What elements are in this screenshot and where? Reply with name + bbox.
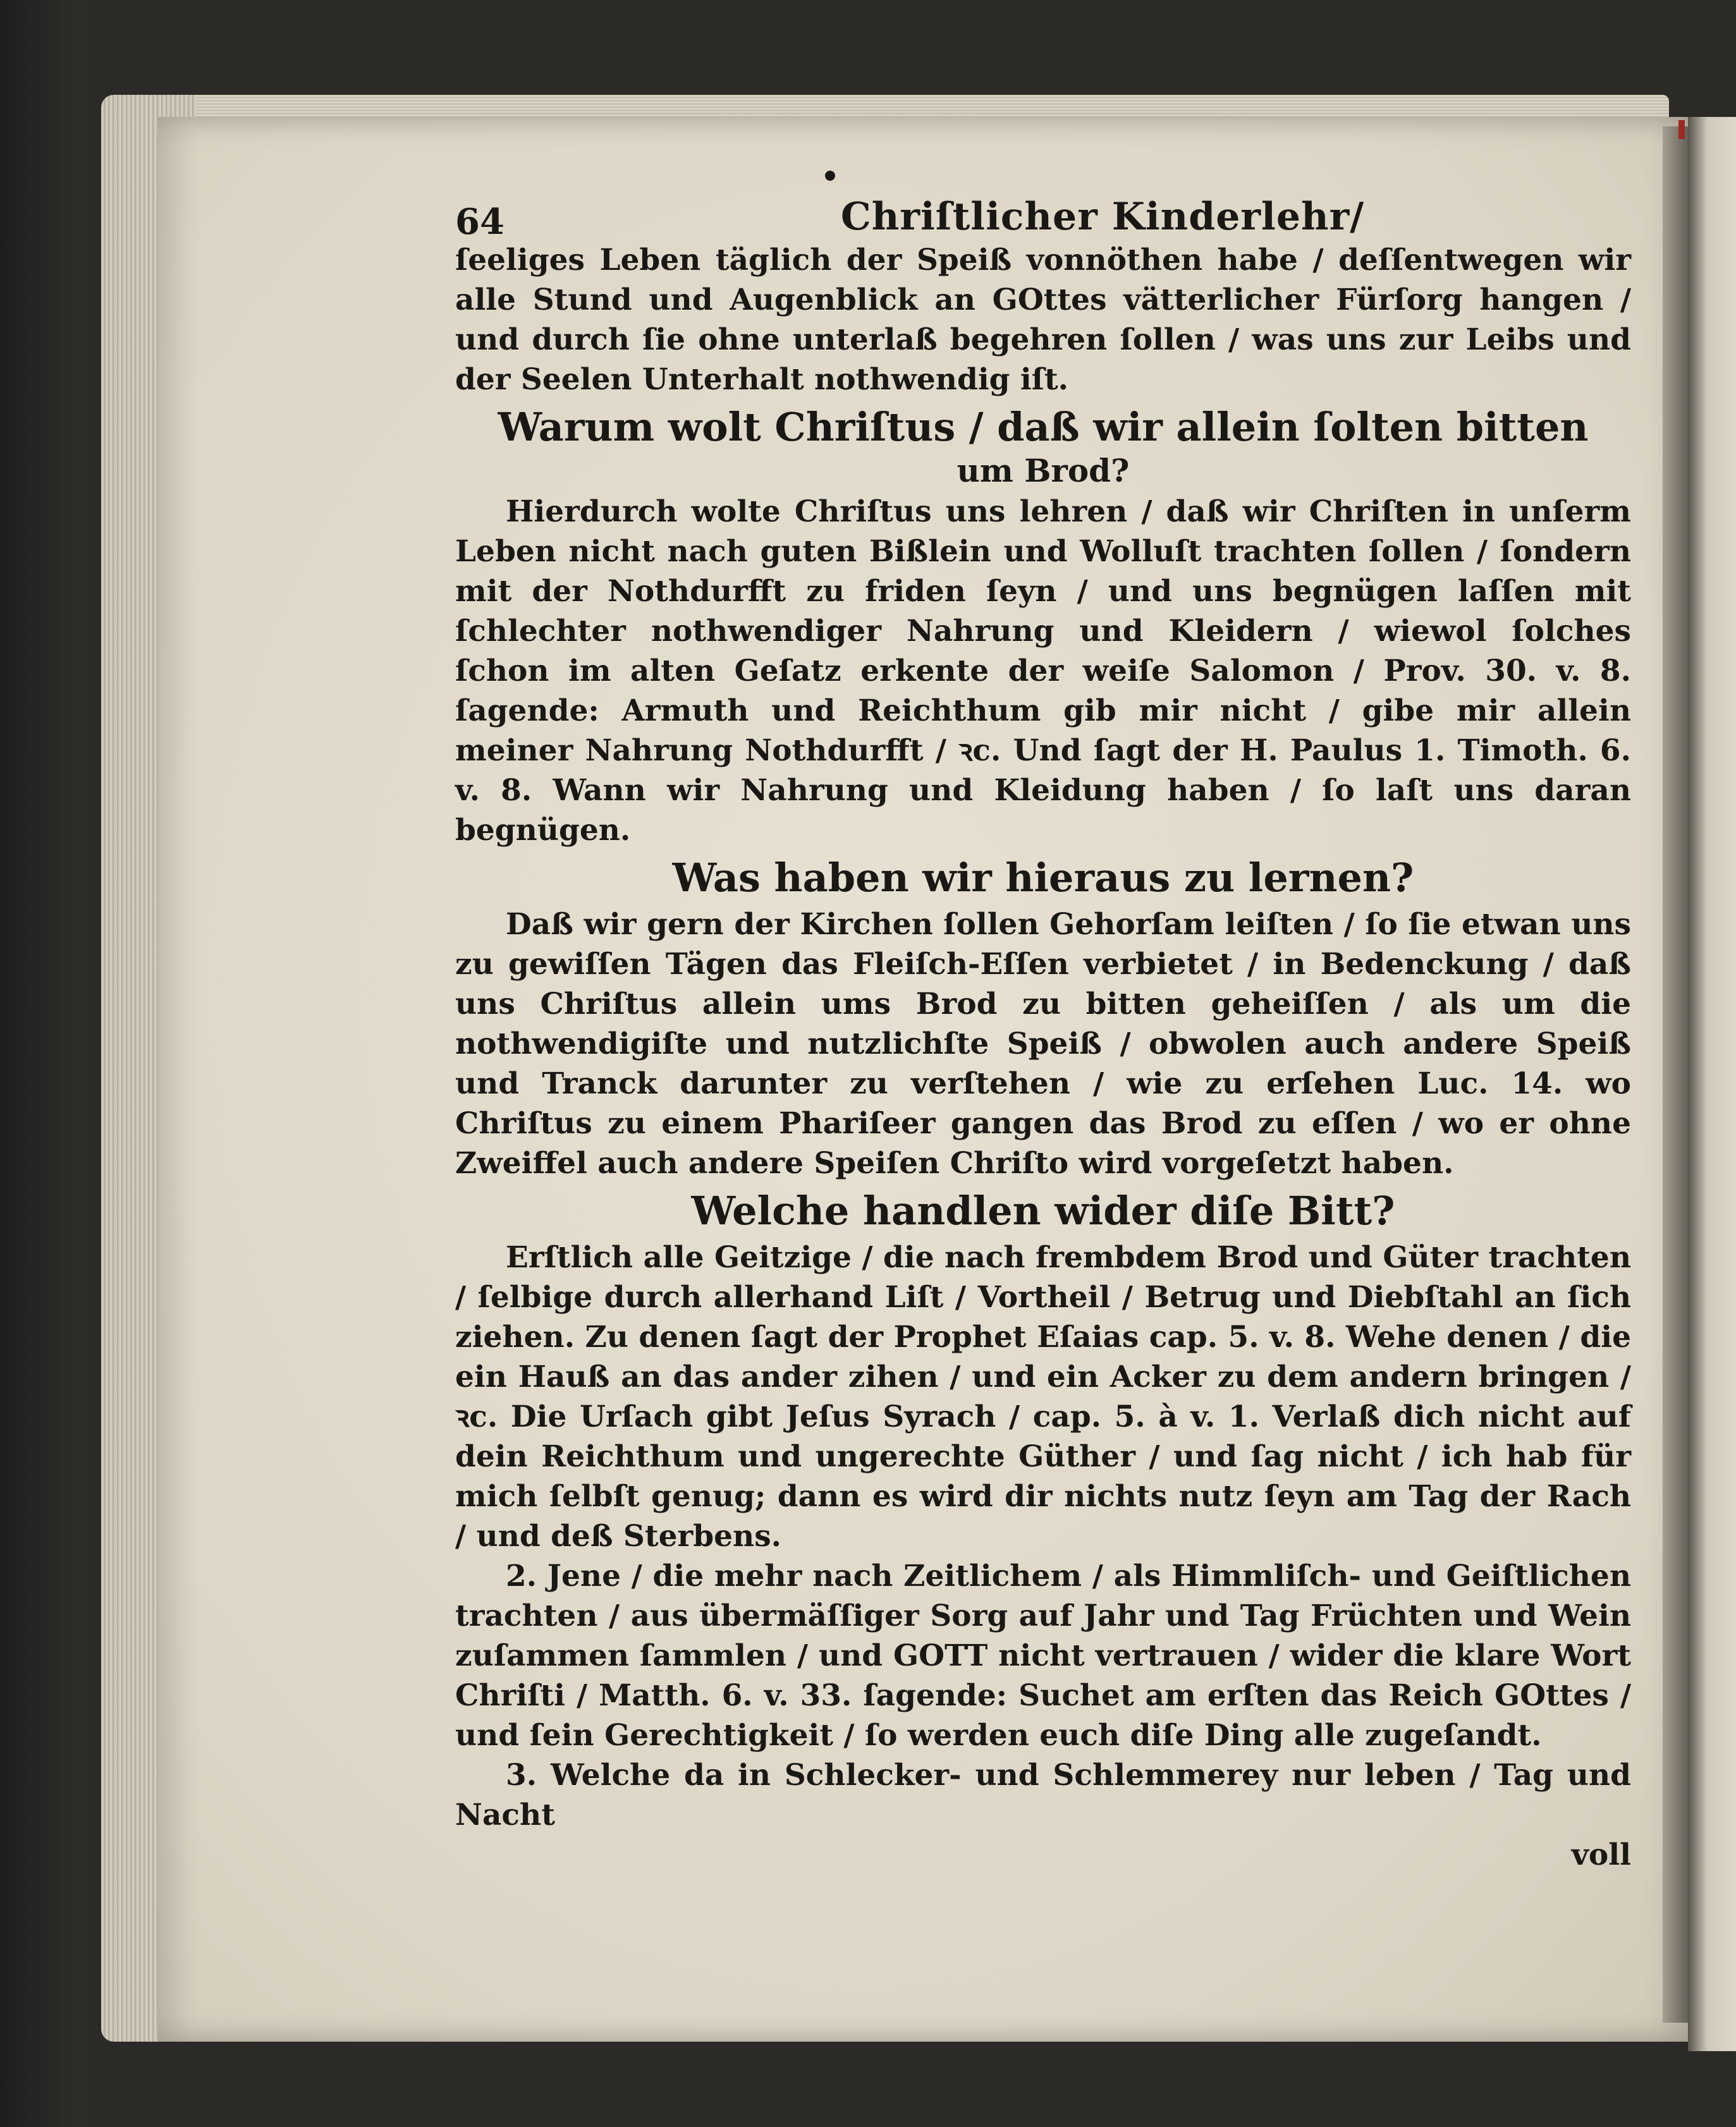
paragraph-1: ſeeliges Leben täglich der Speiß vonnöthen habe / deſſentwegen wir alle Stund und Augenblick an GOttes vätterlicher Fürſorg hangen / und durch ſie ohne unterlaß begehren ſollen / was uns zur Leibs und der Seelen Unterhalt nothwendig iſt. — [455, 243, 1631, 397]
answer-paragraph-4: 2. Jene / die mehr nach Zeitlichem / als Himmliſch- und Geiſtlichen trachten / aus übermäſſiger Sorg auf Jahr und Tag Früchten und Wein zuſammen ſammlen / und GOTT nicht vertrauen / wider die klare Wort Chriſti / Matth. 6. v. 33. ſagende: Suchet am erſten das Reich GOttes / und ſein Gerechtigkeit / ſo werden euch diſe Ding alle zugeſandt. — [455, 1559, 1631, 1753]
running-title: Chriſtlicher Kinderlehr/ — [841, 195, 1365, 239]
header-dot — [825, 171, 835, 181]
answer-paragraph-1: Hierdurch wolte Chriſtus uns lehren / daß wir Chriſten in unſerm Leben nicht nach guten Bißlein und Wolluſt trachten ſollen / ſondern mit der Nothdurfft zu friden ſeyn / und uns begnügen laſſen mit ſchlechter nothwendiger Nahrung und Kleidern / wiewol ſolches ſchon im alten Geſatz erkente der weiſe Salomon / Prov. 30. v. 8. ſagende: Armuth und Reichthum gib mir nicht / gibe mir allein meiner Nahrung Nothdurfft / ꝛc. Und ſagt der H. Paulus 1. Timoth. 6. v. 8. Wann wir Nahrung und Kleidung haben / ſo laſt uns daran begnügen. — [455, 494, 1631, 848]
answer-paragraph-2: Daß wir gern der Kirchen ſollen Gehorſam leiſten / ſo ſie etwan uns zu gewiſſen Tägen das Fleiſch-Eſſen verbietet / in Bedenckung / daß uns Chriſtus allein ums Brod zu bitten geheiſſen / als um die nothwendigiſte und nutzlichſte Speiß / obwolen auch andere Speiß und Tranck darunter zu verſtehen / wie zu erſehen Luc. 14. wo Chriſtus zu einem Phariſeer gangen das Brod zu eſſen / wo er ohne Zweiffel auch andere Speiſen Chriſto wird vorgeſetzt haben. — [455, 907, 1631, 1181]
question-heading-2: Was haben wir hieraus zu lernen? — [672, 855, 1414, 901]
page-header — [455, 164, 1631, 243]
text-block — [455, 164, 1631, 1875]
question-heading-3: Welche handlen wider diſe Bitt? — [691, 1188, 1395, 1234]
page-number: 64 — [455, 201, 504, 243]
answer-paragraph-5: 3. Welche da in Schlecker- und Schlemmerey nur leben / Tag und Nacht — [455, 1758, 1631, 1832]
question-heading-1: Warum wolt Chriſtus / daß wir allein ſolten bitten — [498, 404, 1589, 450]
answer-paragraph-3: Erſtlich alle Geitzige / die nach frembdem Brod und Güter trachten / ſelbige durch allerhand Liſt / Vortheil / Betrug und Diebſtahl an ſich ziehen. Zu denen ſagt der Prophet Eſaias cap. 5. v. 8. Wehe denen / die ein Hauß an das ander zihen / und ein Acker zu dem andern bringen / ꝛc. Die Urſach gibt Jeſus Syrach / cap. 5. à v. 1. Verlaß dich nicht auf dein Reichthum und ungerechte Güther / und ſag nicht / ich hab für mich ſelbſt genug; dann es wird dir nichts nutz ſeyn am Tag der Rach / und deß Sterbens. — [455, 1240, 1631, 1554]
question-heading-1-cont: um Brod? — [957, 452, 1130, 489]
facing-page-edge — [1688, 117, 1736, 2051]
catchword: voll — [1571, 1838, 1631, 1872]
red-page-edge — [1678, 120, 1685, 139]
